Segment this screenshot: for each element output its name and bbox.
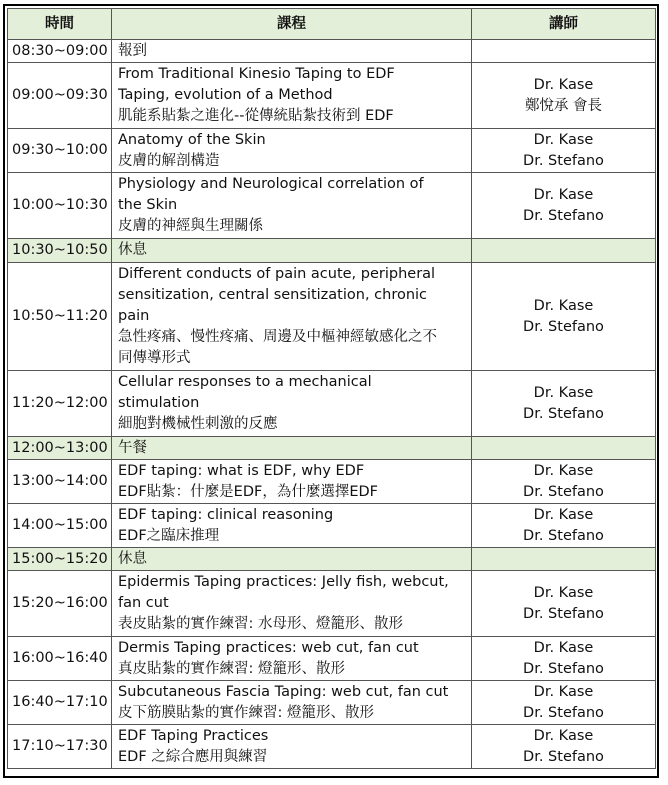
- lecturer-cell: [472, 173, 656, 239]
- course-line: 同傳導形式: [118, 350, 191, 366]
- course-line: Subcutaneous Fascia Taping: web cut, fan cut: [118, 683, 449, 700]
- course-cell: [112, 239, 472, 263]
- course-line: 細胞對機械性刺激的反應: [118, 416, 278, 432]
- lecturer-line: Dr. Kase: [533, 683, 594, 700]
- lecturer-line: Dr. Stefano: [523, 318, 604, 335]
- course-line: Epidermis Taping practices: Jelly fish, webcut,: [118, 574, 449, 590]
- lecturer-line: Dr. Stefano: [523, 152, 604, 169]
- break-row: [8, 437, 656, 460]
- course-line: 肌能系貼紮之進化--從傳統貼紮技術到 EDF: [118, 108, 394, 124]
- course-line: 報到: [118, 42, 147, 59]
- course-line: Different conducts of pain acute, peripheral: [118, 266, 436, 282]
- course-line: EDF taping: clinical reasoning: [118, 506, 334, 523]
- lecturer-line: Dr. Kase: [533, 297, 594, 314]
- course-line: Taping, evolution of a Method: [118, 87, 333, 103]
- header-course: 課程: [112, 9, 472, 40]
- lecturer-cell: [472, 371, 656, 437]
- table-row: [8, 63, 656, 129]
- lecturer-line: Dr. Kase: [533, 76, 594, 93]
- lecturer-line: Dr. Stefano: [523, 605, 604, 622]
- course-cell: [112, 725, 472, 769]
- time-cell: 14:00~15:00: [8, 504, 112, 548]
- table-row: [8, 725, 656, 769]
- lecturer-cell: [472, 63, 656, 129]
- course-line: 急性疼痛、慢性疼痛、周邊及中樞神經敏感化之不: [118, 329, 437, 345]
- course-line: Anatomy of the Skin: [118, 131, 266, 148]
- lecturer-cell: [472, 460, 656, 504]
- course-line: From Traditional Kinesio Taping to EDF: [118, 66, 395, 82]
- lecturer-cell: [472, 40, 656, 63]
- lecturer-line: Dr. Stefano: [523, 405, 604, 422]
- course-line: EDF taping: what is EDF, why EDF: [118, 462, 365, 479]
- course-cell: [112, 63, 472, 129]
- lecturer-line: Dr. Kase: [533, 131, 594, 148]
- table-row: [8, 129, 656, 173]
- course-line: 休息: [118, 550, 147, 567]
- table-row: [8, 681, 656, 725]
- table-row: [8, 263, 656, 371]
- course-line: 真皮貼紮的實作練習: 燈籠形、散形: [118, 660, 345, 677]
- lecturer-line: Dr. Stefano: [523, 207, 604, 224]
- lecturer-line: Dr. Stefano: [523, 660, 604, 677]
- lecturer-cell: [472, 725, 656, 769]
- break-row: [8, 239, 656, 263]
- course-line: 皮膚的解剖構造: [118, 152, 220, 169]
- lecturer-line: Dr. Kase: [533, 506, 594, 523]
- course-line: Dermis Taping practices: web cut, fan cut: [118, 639, 419, 656]
- course-cell: [112, 460, 472, 504]
- time-cell: 10:00~10:30: [8, 173, 112, 239]
- lecturer-line: Dr. Stefano: [523, 527, 604, 544]
- lecturer-line: Dr. Kase: [533, 584, 594, 601]
- course-line: Cellular responses to a mechanical: [118, 374, 372, 390]
- table-row: [8, 504, 656, 548]
- course-line: 表皮貼紮的實作練習: 水母形、燈籠形、散形: [118, 616, 403, 632]
- time-cell: 17:10~17:30: [8, 725, 112, 769]
- table-row: [8, 40, 656, 63]
- course-cell: [112, 571, 472, 637]
- table-row: [8, 571, 656, 637]
- course-line: 午餐: [118, 439, 147, 456]
- lecturer-line: Dr. Kase: [533, 727, 594, 744]
- course-line: EDF 之綜合應用與練習: [118, 748, 268, 765]
- lecturer-cell: [472, 637, 656, 681]
- table-row: [8, 460, 656, 504]
- time-cell: 10:30~10:50: [8, 239, 112, 263]
- lecturer-line: Dr. Kase: [533, 186, 594, 203]
- time-cell: 09:30~10:00: [8, 129, 112, 173]
- course-cell: [112, 437, 472, 460]
- header-lecturer: 講師: [472, 9, 656, 40]
- time-cell: 11:20~12:00: [8, 371, 112, 437]
- table-row: [8, 371, 656, 437]
- course-line: EDF之臨床推理: [118, 527, 220, 544]
- table-row: [8, 173, 656, 239]
- course-cell: [112, 371, 472, 437]
- time-cell: 16:40~17:10: [8, 681, 112, 725]
- lecturer-line: Dr. Kase: [533, 384, 594, 401]
- course-line: 休息: [118, 242, 147, 258]
- time-cell: 15:00~15:20: [8, 548, 112, 571]
- course-line: EDF Taping Practices: [118, 727, 269, 744]
- course-cell: [112, 263, 472, 371]
- course-line: fan cut: [118, 595, 169, 611]
- course-cell: [112, 504, 472, 548]
- schedule-body: [8, 40, 656, 769]
- lecturer-cell: [472, 681, 656, 725]
- course-cell: [112, 40, 472, 63]
- lecturer-line: Dr. Stefano: [523, 483, 604, 500]
- course-line: EDF貼紮：什麼是EDF，為什麼選擇EDF: [118, 483, 379, 500]
- lecturer-line: Dr. Kase: [533, 462, 594, 479]
- lecturer-line: Dr. Stefano: [523, 704, 604, 721]
- lecturer-line: Dr. Kase: [533, 639, 594, 656]
- time-cell: 12:00~13:00: [8, 437, 112, 460]
- lecturer-cell: [472, 263, 656, 371]
- time-cell: 16:00~16:40: [8, 637, 112, 681]
- course-line: stimulation: [118, 395, 200, 411]
- header-time: 時間: [8, 9, 112, 40]
- course-line: sensitization, central sensitization, chronic: [118, 287, 428, 303]
- course-line: Physiology and Neurological correlation of: [118, 176, 424, 192]
- lecturer-line: Dr. Stefano: [523, 748, 604, 765]
- lecturer-cell: [472, 129, 656, 173]
- course-line: 皮膚的神經與生理關係: [118, 218, 263, 234]
- course-cell: [112, 548, 472, 571]
- course-cell: [112, 129, 472, 173]
- course-cell: [112, 173, 472, 239]
- schedule-table: [7, 8, 656, 769]
- time-cell: 08:30~09:00: [8, 40, 112, 63]
- time-cell: 15:20~16:00: [8, 571, 112, 637]
- course-cell: [112, 681, 472, 725]
- header-row: [8, 9, 656, 40]
- course-line: the Skin: [118, 197, 178, 213]
- lecturer-cell: [472, 239, 656, 263]
- lecturer-cell: [472, 548, 656, 571]
- lecturer-cell: [472, 437, 656, 460]
- lecturer-cell: [472, 571, 656, 637]
- break-row: [8, 548, 656, 571]
- course-line: pain: [118, 308, 150, 324]
- time-cell: 09:00~09:30: [8, 63, 112, 129]
- lecturer-line: 鄭悅承 會長: [524, 97, 603, 114]
- lecturer-cell: [472, 504, 656, 548]
- course-cell: [112, 637, 472, 681]
- time-cell: 10:50~11:20: [8, 263, 112, 371]
- time-cell: 13:00~14:00: [8, 460, 112, 504]
- table-row: [8, 637, 656, 681]
- course-line: 皮下筋膜貼紮的實作練習: 燈籠形、散形: [118, 704, 374, 721]
